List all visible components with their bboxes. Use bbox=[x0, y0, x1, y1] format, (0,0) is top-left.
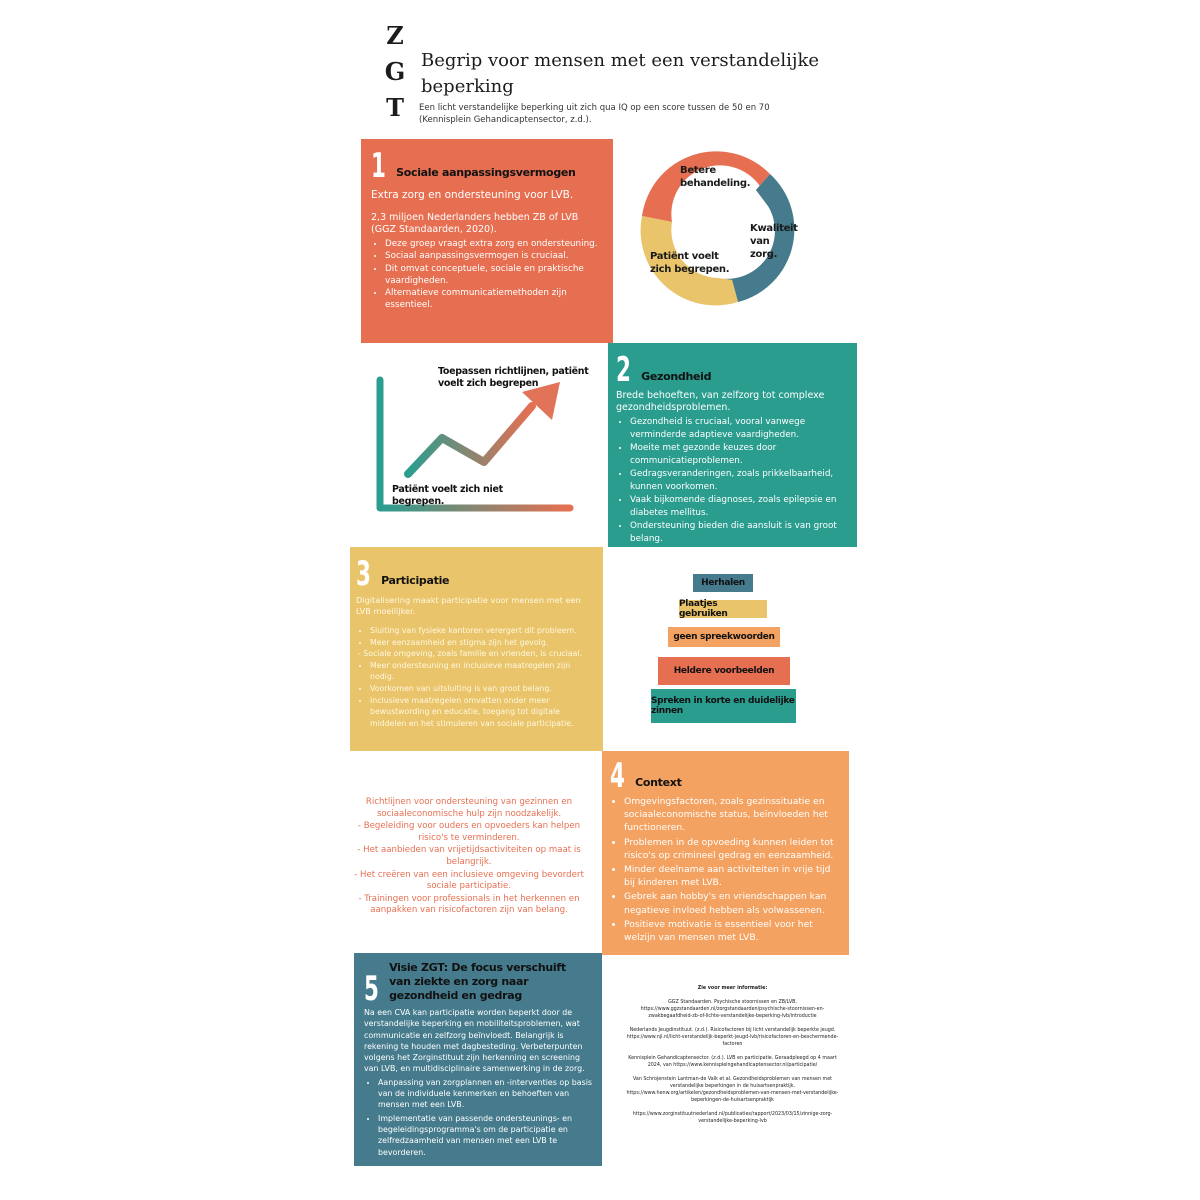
bullet-list bbox=[356, 660, 593, 730]
dash-line: - Sociale omgeving, zoals familie en vrienden, is cruciaal. bbox=[358, 649, 583, 659]
list-item: • Gezondheid is cruciaal, vooral vanwege verminderde adaptieve vaardigheden. bbox=[630, 416, 847, 441]
section-title: Sociale aanpassingsvermogen bbox=[396, 166, 576, 179]
list-item: • Positieve motivatie is essentieel voor het welzijn van mensen met LVB. bbox=[624, 918, 839, 944]
list-item: • Deze groep vraagt extra zorg en ondersteuning. bbox=[385, 238, 603, 250]
list-item: • Gebrek aan hobby's en vriendschappen kan negatieve invloed hebben als volwassenen. bbox=[624, 890, 839, 916]
trend-label-top: Toepassen richtlijnen, patiënt voelt zich begrepen bbox=[438, 366, 589, 389]
guideline-line: - Het aanbieden van vrijetijdsactiviteiten op maat is belangrijk. bbox=[357, 845, 581, 867]
bullet-list bbox=[616, 416, 847, 545]
list-item: • Alternatieve communicatiemethoden zijn essentieel. bbox=[385, 287, 603, 312]
reference-item: Nederlands Jeugdinstituut. (z.d.). Risicofactoren bij licht verstandelijk beperkte jeugd. https://www.nji.nl/licht-verstandelijk-beperkt-jeugd-lvb/risicofactoren-en-beschermende-factoren bbox=[626, 1028, 839, 1047]
list-item: • Gedragsveranderingen, zoals prikkelbaarheid, kunnen voorkomen. bbox=[630, 468, 847, 493]
section-gezondheid bbox=[608, 343, 857, 547]
guidelines-text bbox=[344, 797, 594, 918]
page-title: Begrip voor mensen met een verstandelijke beperking bbox=[421, 50, 820, 97]
pyramid-level: Heldere voorbeelden bbox=[658, 657, 790, 685]
pyramid-level: Spreken in korte en duidelijke zinnen bbox=[651, 689, 796, 723]
cycle-label-patient-begrepen: Patiënt voelt zich begrepen. bbox=[650, 251, 730, 275]
list-item: • Problemen in de opvoeding kunnen leiden tot risico's op crimineel gedrag en eenzaamheid. bbox=[624, 836, 839, 862]
section-number: 4 bbox=[610, 756, 625, 796]
section-number: 1 bbox=[371, 146, 386, 186]
guideline-line: - Begeleiding voor ouders en opvoeders kan helpen risico's te verminderen. bbox=[357, 821, 581, 843]
cycle-diagram bbox=[636, 150, 796, 310]
list-item: • Sociaal aanpassingsvermogen is cruciaal. bbox=[385, 250, 603, 262]
section-title: Visie ZGT: De focus verschuift van ziekte en zorg naar gezondheid en gedrag bbox=[389, 961, 566, 1002]
list-item: • Sluiting van fysieke kantoren verergert dit probleem. bbox=[370, 625, 593, 637]
section-number: 2 bbox=[616, 350, 631, 390]
section-title: Context bbox=[635, 776, 682, 789]
list-item: • Ondersteuning bieden die aansluit is van groot belang. bbox=[630, 520, 847, 545]
section-participatie bbox=[350, 547, 603, 751]
cycle-label-betere-behandeling: Betere behandeling. bbox=[680, 165, 751, 189]
list-item: • Meer ondersteuning en inclusieve maatregelen zijn nodig. bbox=[370, 660, 593, 683]
bullet-list bbox=[364, 1077, 592, 1158]
references bbox=[625, 985, 840, 1132]
section-paragraph: Na een CVA kan participatie worden beperkt door de verstandelijke beperking en mobiliteitsproblemen, wat communicatie en zelfzorg beïnvloedt. Belangrijk is rekening te houden met dagbesteding. Verbeterpunten volgens het Zorginstituut zijn herkenning en screening van LVB, en multidisciplinaire samenwerking in de zorg. bbox=[364, 1008, 585, 1074]
pyramid-level: geen spreekwoorden bbox=[668, 627, 780, 647]
reference-item: https://www.zorginstituutnederland.nl/publicaties/rapport/2023/03/15/zinnige-zorg-verstandelijke-beperking-lvb bbox=[632, 1112, 833, 1124]
reference-item: GGZ Standaarden. Psychische stoornissen en ZB/LVB. https://www.ggzstandaarden.nl/zorgstandaarden/psychische-stoornissen-en-zwakbegaafdheid-zb-of-lichte-verstandelijke-beperking-lvb/introductie bbox=[640, 1000, 825, 1019]
section-title: Participatie bbox=[381, 574, 450, 587]
pyramid-level: Herhalen bbox=[693, 574, 753, 592]
section-context bbox=[602, 751, 849, 955]
guideline-line: - Trainingen voor professionals in het herkennen en aanpakken van risicofactoren zijn van belang. bbox=[358, 893, 580, 916]
section-stat: 2,3 miljoen Nederlanders hebben ZB of LVB (GGZ Standaarden, 2020). bbox=[371, 212, 579, 235]
trend-label-bottom: Patiënt voelt zich niet begrepen. bbox=[392, 484, 503, 507]
list-item: • Inclusieve maatregelen omvatten onder meer bewustwording en educatie, toegang tot digitale middelen en het stimuleren van sociale participatie. bbox=[370, 695, 593, 730]
list-item: • Vaak bijkomende diagnoses, zoals epilepsie en diabetes mellitus. bbox=[630, 494, 847, 519]
trend-line bbox=[408, 406, 532, 474]
section-sociale-aanpassingsvermogen bbox=[361, 139, 613, 343]
cycle-label-kwaliteit: Kwaliteit van zorg. bbox=[750, 223, 798, 260]
pyramid-level: Plaatjes gebruiken bbox=[679, 600, 767, 618]
reference-item: Van Schrojenstein Lantman-de Valk et al. Gezondheidsproblemen van mensen met verstandelijke beperkingen in de huisartsenpraktijk. https://www.henw.org/artikelen/gezondheidsproblemen-van-mensen-met-verstandelijke-beperkingen-de-huisartsenpraktijk bbox=[626, 1077, 839, 1103]
logo-letter: Z bbox=[386, 21, 404, 50]
section-lead: Extra zorg en ondersteuning voor LVB. bbox=[371, 189, 574, 201]
reference-item: Kennisplein Gehandicaptensector. (z.d.). LVB en participatie. Geraadpleegd op 4 maart 2024, van https://www.kennispleingehandicaptensector.nl/participatie/ bbox=[628, 1056, 837, 1068]
list-item: • Minder deelname aan activiteiten in vrije tijd bij kinderen met LVB. bbox=[624, 863, 839, 889]
guideline-line: Richtlijnen voor ondersteuning van gezinnen en sociaaleconomische hulp zijn noodzakelijk. bbox=[365, 797, 573, 819]
section-visie-zgt bbox=[354, 953, 602, 1166]
zgt-logo bbox=[382, 18, 408, 126]
section-number: 5 bbox=[364, 969, 379, 1009]
references-title: Zie voor meer informatie: bbox=[697, 986, 768, 991]
list-item: • Aanpassing van zorgplannen en -interventies op basis van de individuele kenmerken en behoeften van mensen met een LVB. bbox=[378, 1077, 592, 1111]
logo-letter: G bbox=[384, 57, 406, 86]
list-item: • Meer eenzaamheid en stigma zijn het gevolg. bbox=[370, 637, 593, 649]
list-item: • Dit omvat conceptuele, sociale en praktische vaardigheden. bbox=[385, 263, 603, 288]
section-number: 3 bbox=[356, 554, 371, 594]
logo-letter: T bbox=[386, 93, 404, 122]
bullet-list bbox=[356, 625, 593, 648]
section-title: Gezondheid bbox=[641, 370, 712, 383]
list-item: • Moeite met gezonde keuzes door communicatieproblemen. bbox=[630, 442, 847, 467]
guideline-line: - Het creëren van een inclusieve omgeving bevordert sociale participatie. bbox=[354, 869, 584, 892]
list-item: • Voorkomen van uitsluiting is van groot belang. bbox=[370, 683, 593, 695]
list-item: • Implementatie van passende ondersteunings- en begeleidingsprogramma's om de participatie en zelfredzaamheid van mensen met een LVB te bevorderen. bbox=[378, 1113, 592, 1158]
section-lead: Digitalisering maakt participatie voor mensen met een LVB moeilijker. bbox=[356, 595, 581, 616]
page-subtitle: Een licht verstandelijke beperking uit zich qua IQ op een score tussen de 50 en 70 (Kennisplein Gehandicaptensector, z.d.). bbox=[419, 103, 770, 125]
bullet-list bbox=[371, 238, 603, 312]
section-lead: Brede behoeften, van zelfzorg tot complexe gezondheidsproblemen. bbox=[616, 390, 825, 413]
list-item: • Omgevingsfactoren, zoals gezinssituatie en sociaaleconomische status, beïnvloeden het functioneren. bbox=[624, 795, 839, 835]
bullet-list bbox=[610, 795, 839, 944]
